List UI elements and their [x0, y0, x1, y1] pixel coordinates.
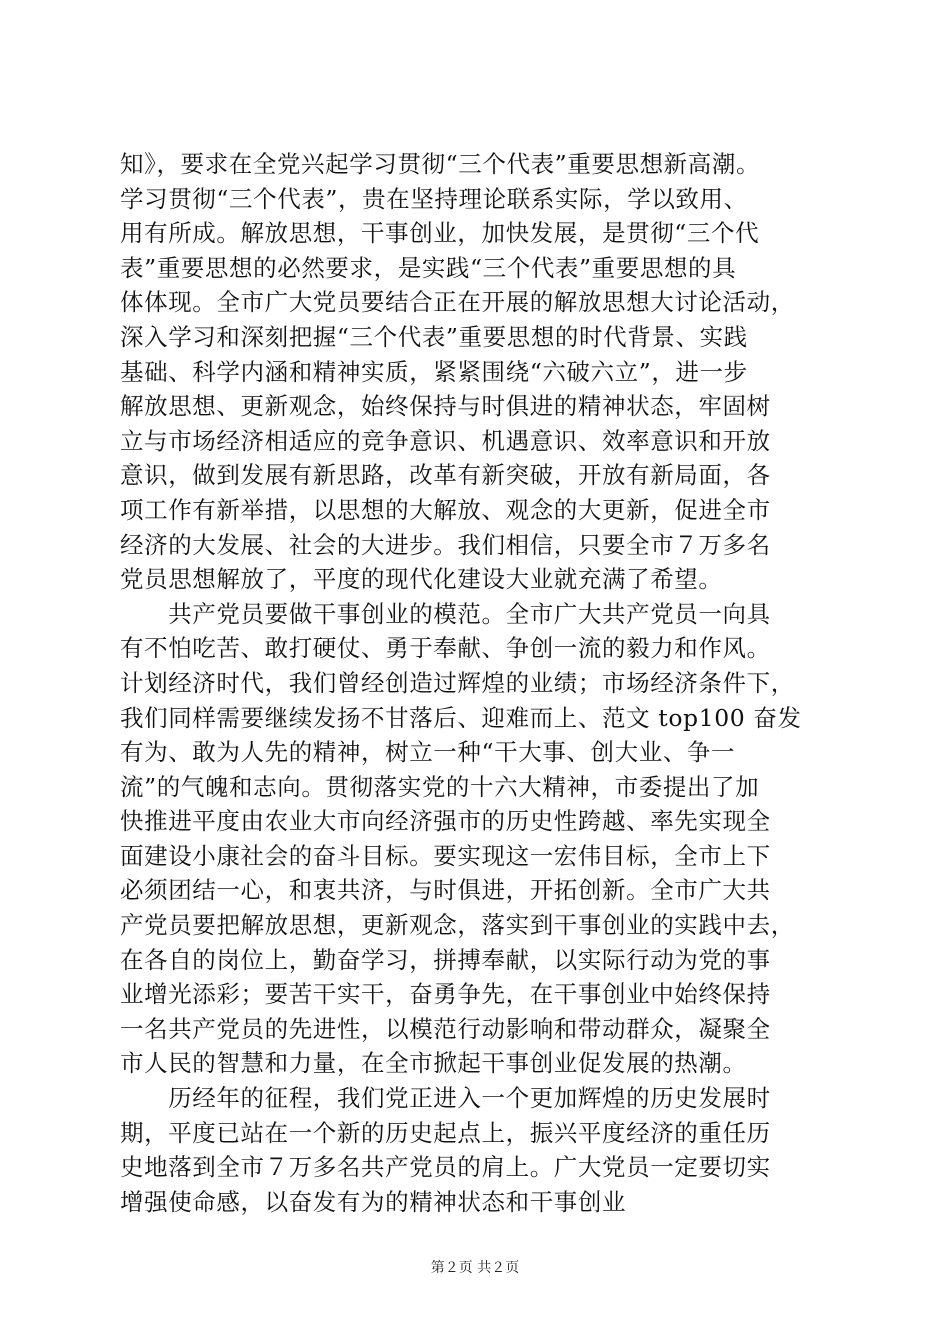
text-line: 一名共产党员的先进性，以模范行动影响和带动群众，凝聚全 [120, 1014, 771, 1043]
text-line: 快推进平度由农业大市向经济强市的历史性跨越、率先实现全 [120, 807, 771, 836]
text-line: 业增光添彩；要苦干实干，奋勇争先，在干事创业中始终保持 [120, 980, 771, 1009]
text-line: 学习贯彻“三个代表”，贵在坚持理论联系实际，学以致用、 [120, 184, 748, 213]
text-line: 增强使命感，以奋发有为的精神状态和干事创业 [120, 1187, 627, 1216]
text-line: 立与市场经济相适应的竞争意识、机遇意识、效率意识和开放 [120, 426, 771, 455]
text-line: 意识，做到发展有新思路，改革有新突破，开放有新局面，各 [120, 461, 771, 490]
text-line: 面建设小康社会的奋斗目标。要实现这一宏伟目标，全市上下 [120, 841, 771, 870]
text-line: 用有所成。解放思想，干事创业，加快发展，是贯彻“三个代 [120, 219, 760, 248]
text-line: 计划经济时代，我们曾经创造过辉煌的业绩；市场经济条件下， [120, 668, 795, 697]
text-line: 基础、科学内涵和精神实质，紧紧围绕“六破六立”，进一步 [120, 357, 748, 386]
text-line: 史地落到全市７万多名共产党员的肩上。广大党员一定要切实 [120, 1153, 771, 1182]
text-line: 市人民的智慧和力量，在全市掀起干事创业促发展的热潮。 [120, 1049, 747, 1078]
body-text [120, 147, 840, 1219]
text-line: 项工作有新举措，以思想的大解放、观念的大更新，促进全市 [120, 495, 771, 524]
text-line: 有为、敢为人先的精神，树立一种“干大事、创大业、争一 [120, 738, 736, 767]
text-line: 表”重要思想的必然要求，是实践“三个代表”重要思想的具 [120, 253, 737, 282]
page-footer: 第２页 共２页 [430, 1260, 520, 1276]
text-line: 共产党员要做干事创业的模范。全市广大共产党员一向具 [120, 599, 771, 628]
text-line: 流”的气魄和志向。贯彻落实党的十六大精神，市委提出了加 [120, 772, 760, 801]
text-line: 知》，要求在全党兴起学习贯彻“三个代表”重要思想新高潮。 [120, 150, 761, 178]
text-line: 经济的大发展、社会的大进步。我们相信，只要全市７万多名 [120, 530, 771, 559]
text-line: 体体现。全市广大党员要结合正在开展的解放思想大讨论活动， [120, 288, 795, 317]
text-line: 我们同样需要继续发扬不甘落后、迎难而上、范文 top100 奋发 [120, 703, 802, 732]
text-line: 党员思想解放了，平度的现代化建设大业就充满了希望。 [120, 565, 723, 594]
text-line: 期，平度已站在一个新的历史起点上，振兴平度经济的重任历 [120, 1118, 771, 1147]
text-line: 解放思想、更新观念，始终保持与时俱进的精神状态，牢固树 [120, 392, 771, 421]
text-line: 有不怕吃苦、敢打硬仗、勇于奉献、争创一流的毅力和作风。 [120, 634, 771, 663]
text-line: 产党员要把解放思想，更新观念，落实到干事创业的实践中去， [120, 911, 795, 940]
text-line: 在各自的岗位上，勤奋学习，拼搏奉献，以实际行动为党的事 [120, 945, 771, 974]
text-line: 必须团结一心，和衷共济，与时俱进，开拓创新。全市广大共 [120, 876, 771, 905]
text-line: 深入学习和深刻把握“三个代表”重要思想的时代背景、实践 [120, 322, 748, 351]
text-line: 历经年的征程，我们党正进入一个更加辉煌的历史发展时 [120, 1084, 771, 1113]
